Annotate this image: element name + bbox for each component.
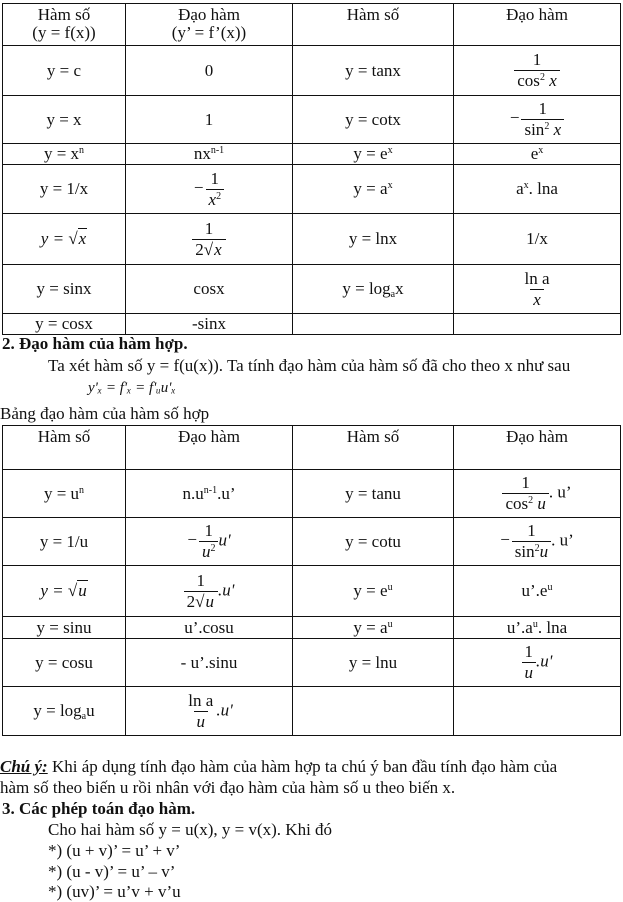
den-func: sin: [524, 120, 545, 139]
derivative-cell: [126, 518, 293, 566]
numerator: ln a: [188, 690, 214, 710]
table-row: [3, 566, 621, 617]
function-cell: [3, 470, 126, 518]
table-row: [3, 617, 621, 639]
header-cell: Đạo hàm: [126, 426, 293, 470]
denominator: [184, 591, 218, 611]
composite-table-caption: Bảng đạo hàm của hàm số hợp: [0, 404, 210, 423]
table-row: [3, 470, 621, 518]
fraction: [199, 522, 219, 561]
numerator: 1: [538, 99, 548, 119]
derivative-cell: [126, 687, 293, 736]
exponent: n-1: [203, 484, 218, 496]
exponent: x: [523, 180, 529, 192]
prefix: y =: [40, 229, 69, 249]
tail: . lna: [528, 179, 558, 199]
radicand: x: [214, 239, 222, 259]
sqrt-icon: √: [203, 239, 214, 259]
den-exponent: 2: [216, 190, 222, 202]
derivative-cell: [454, 518, 621, 566]
derivative-cell: [454, 566, 621, 617]
den-var: u: [537, 494, 546, 513]
exponent: u: [532, 618, 538, 630]
header-text: Hàm số: [37, 5, 91, 24]
fraction: [184, 572, 218, 611]
function-cell: [293, 165, 454, 214]
note-line-2: hàm số theo biến u rồi nhân với đạo hàm của hàm số u theo biến x.: [0, 778, 456, 797]
sqrt-icon: √: [68, 229, 78, 249]
radicand: u: [78, 581, 87, 601]
header-text: Hàm số: [346, 5, 400, 24]
sqrt-icon: √: [195, 591, 205, 611]
header-cell: [293, 4, 454, 46]
exponent: u: [387, 618, 393, 630]
numerator: 1: [532, 50, 542, 70]
sqrt-expression: [195, 593, 215, 611]
derivative-cell: [454, 314, 621, 335]
table-row: [3, 314, 621, 335]
derivative-cell: [454, 617, 621, 639]
table-row: [3, 518, 621, 566]
den-exponent: 2: [210, 543, 216, 554]
exponent: x: [387, 180, 393, 192]
header-cell: Hàm số: [293, 426, 454, 470]
derivative-cell: u’.cosu: [126, 617, 293, 639]
base: y = a: [353, 617, 388, 637]
section-2-title: 2. Đạo hàm của hàm hợp.: [2, 334, 188, 353]
den-func: cos: [505, 494, 529, 513]
section-3-title: 3. Các phép toán đạo hàm.: [2, 799, 196, 818]
base: y = x: [43, 144, 80, 164]
fraction: [522, 643, 537, 682]
numerator: 1: [524, 642, 534, 662]
tail: .u': [216, 699, 233, 719]
base: a: [516, 179, 524, 199]
exponent: x: [387, 145, 393, 157]
den-coef: 2: [195, 239, 204, 259]
fraction: [206, 170, 225, 209]
fraction: [514, 51, 559, 90]
denominator: [199, 541, 219, 561]
denominator: x: [530, 289, 544, 309]
base: e: [530, 144, 539, 164]
derivative-cell: - u’.sinu: [126, 639, 293, 687]
function-cell: [293, 566, 454, 617]
derivative-cell: [454, 144, 621, 165]
tail: u: [86, 701, 95, 721]
function-cell: y = cosx: [3, 314, 126, 335]
denominator: u: [522, 662, 537, 682]
table-row: [3, 214, 621, 265]
exponent: u: [547, 582, 553, 594]
radicand: u: [205, 591, 214, 611]
derivative-cell: [454, 46, 621, 96]
function-cell: y = tanu: [293, 470, 454, 518]
den-func: sin: [514, 542, 535, 561]
function-cell: y = cotx: [293, 96, 454, 144]
header-subtext: (y = f(x)): [32, 22, 96, 42]
den-exponent: 2: [539, 72, 545, 83]
denominator: [514, 70, 559, 90]
den-exponent: 2: [544, 121, 550, 132]
tail: .u': [536, 651, 553, 671]
table-header-row: [3, 426, 621, 470]
function-cell: y = sinx: [3, 265, 126, 314]
rule-sum: *) (u + v)’ = u’ + v’: [48, 841, 181, 860]
den-var: x: [208, 189, 217, 209]
derivative-cell: [454, 639, 621, 687]
function-cell: [3, 214, 126, 265]
tail: . u’: [548, 482, 572, 502]
header-cell: [3, 4, 126, 46]
note-text: Khi áp dụng tính đạo hàm của hàm hợp ta chú ý ban đầu tính đạo hàm của: [47, 757, 558, 776]
sqrt-expression: [68, 230, 87, 248]
derivative-cell: [126, 470, 293, 518]
base: n.u: [182, 483, 204, 503]
derivative-cell: 1/x: [454, 214, 621, 265]
rule-product: *) (uv)’ = u’v + v’u: [48, 882, 181, 901]
denominator: [512, 541, 551, 561]
header-cell: Hàm số: [3, 426, 126, 470]
derivative-cell: [126, 566, 293, 617]
header-cell: Đạo hàm: [454, 426, 621, 470]
note-line-1: [0, 757, 557, 777]
table-header-row: [3, 4, 621, 46]
function-cell: [3, 566, 126, 617]
function-cell: [3, 144, 126, 165]
base: u’.e: [521, 581, 548, 601]
tail: .u’: [217, 483, 236, 503]
tail: .u': [217, 579, 235, 599]
function-cell: y = lnu: [293, 639, 454, 687]
function-cell: y = c: [3, 46, 126, 96]
base: y = u: [43, 483, 80, 503]
denominator: u: [194, 711, 209, 731]
denominator: [206, 189, 225, 209]
header-cell: [126, 4, 293, 46]
function-cell: y = 1/x: [3, 165, 126, 214]
derivative-cell: 0: [126, 46, 293, 96]
fraction: [502, 474, 548, 513]
table-row: [3, 96, 621, 144]
numerator: ln a: [524, 268, 550, 288]
den-var: x: [549, 71, 557, 90]
prefix: y =: [40, 581, 68, 601]
base: y = log: [342, 279, 391, 299]
derivative-cell: [126, 214, 293, 265]
fraction: [512, 522, 551, 561]
den-exponent: 2: [534, 543, 540, 554]
function-cell: [3, 687, 126, 736]
fraction: [521, 270, 552, 309]
header-text: Đạo hàm: [506, 5, 568, 24]
tail: u': [218, 530, 231, 550]
den-exponent: 2: [528, 495, 534, 506]
function-cell: y = sinu: [3, 617, 126, 639]
table-row: [3, 165, 621, 214]
numerator: 1: [527, 521, 536, 541]
derivative-cell: [454, 470, 621, 518]
exponent: n: [79, 484, 85, 496]
function-cell: [293, 314, 454, 335]
numerator: 1: [204, 218, 214, 238]
fraction: [192, 220, 225, 259]
subscript: a: [81, 711, 87, 723]
derivative-cell: cosx: [126, 265, 293, 314]
derivative-table-basic: [2, 3, 621, 335]
function-cell: y = cosu: [3, 639, 126, 687]
function-cell: y = 1/u: [3, 518, 126, 566]
derivative-cell: [126, 144, 293, 165]
note-label: Chú ý:: [0, 757, 48, 776]
sqrt-expression: [68, 582, 88, 600]
numerator: 1: [521, 473, 530, 493]
fraction: [185, 692, 216, 731]
derivative-cell: [454, 96, 621, 144]
minus-sign: −: [500, 530, 510, 550]
function-cell: [293, 144, 454, 165]
minus-sign: −: [187, 530, 197, 550]
minus-sign: −: [193, 177, 204, 197]
function-cell: [293, 617, 454, 639]
derivative-cell: -sinx: [126, 314, 293, 335]
minus-sign: −: [509, 108, 520, 128]
numerator: 1: [204, 521, 213, 541]
base: y = log: [33, 701, 82, 721]
derivative-cell: [454, 265, 621, 314]
table-row: [3, 46, 621, 96]
tail: . lna: [537, 617, 568, 637]
den-var: u: [201, 542, 211, 561]
header-subtext: (y’ = f’(x)): [171, 22, 247, 42]
function-cell: [293, 265, 454, 314]
table-row: [3, 265, 621, 314]
den-coef: 2: [186, 591, 196, 611]
function-cell: y = lnx: [293, 214, 454, 265]
section-2-intro: Ta xét hàm số y = f(u(x)). Ta tính đạo hàm của hàm số đã cho theo x như sau: [48, 356, 571, 375]
header-text: Đạo hàm: [178, 5, 240, 24]
fraction: [521, 100, 564, 139]
exponent: n-1: [210, 145, 225, 157]
base: u’.a: [506, 617, 533, 637]
derivative-cell: [454, 687, 621, 736]
denominator: [502, 493, 548, 513]
exponent: n: [79, 145, 85, 157]
derivative-cell: [454, 165, 621, 214]
radicand: x: [78, 229, 87, 249]
den-func: cos: [517, 71, 540, 90]
table-row: [3, 144, 621, 165]
section-3-intro: Cho hai hàm số y = u(x), y = v(x). Khi đó: [48, 820, 333, 839]
tail: x: [395, 279, 404, 299]
exponent: x: [538, 145, 544, 157]
base: y = e: [353, 581, 388, 601]
numerator: 1: [196, 570, 206, 590]
den-var: x: [553, 120, 562, 139]
rule-difference: *) (u - v)’ = u’ – v’: [48, 862, 176, 881]
subscript: a: [390, 289, 396, 301]
base: y = a: [353, 179, 388, 199]
den-var: u: [539, 542, 549, 561]
base: y = e: [353, 144, 388, 164]
function-cell: y = cotu: [293, 518, 454, 566]
sqrt-icon: √: [67, 581, 78, 601]
table-row: [3, 687, 621, 736]
exponent: u: [387, 582, 393, 594]
function-cell: y = x: [3, 96, 126, 144]
sqrt-expression: [204, 241, 223, 259]
composite-derivative-formula: y'ₓ = f'ₓ = f'ᵤu'ₓ: [88, 380, 176, 396]
derivative-table-composite: [2, 425, 621, 736]
derivative-cell: [126, 165, 293, 214]
table-row: [3, 639, 621, 687]
denominator: [192, 239, 225, 259]
denominator: [521, 119, 564, 139]
derivative-cell: 1: [126, 96, 293, 144]
tail: . u’: [551, 530, 574, 550]
base: nx: [193, 144, 211, 164]
header-cell: [454, 4, 621, 46]
function-cell: [293, 687, 454, 736]
numerator: 1: [210, 168, 220, 188]
function-cell: y = tanx: [293, 46, 454, 96]
